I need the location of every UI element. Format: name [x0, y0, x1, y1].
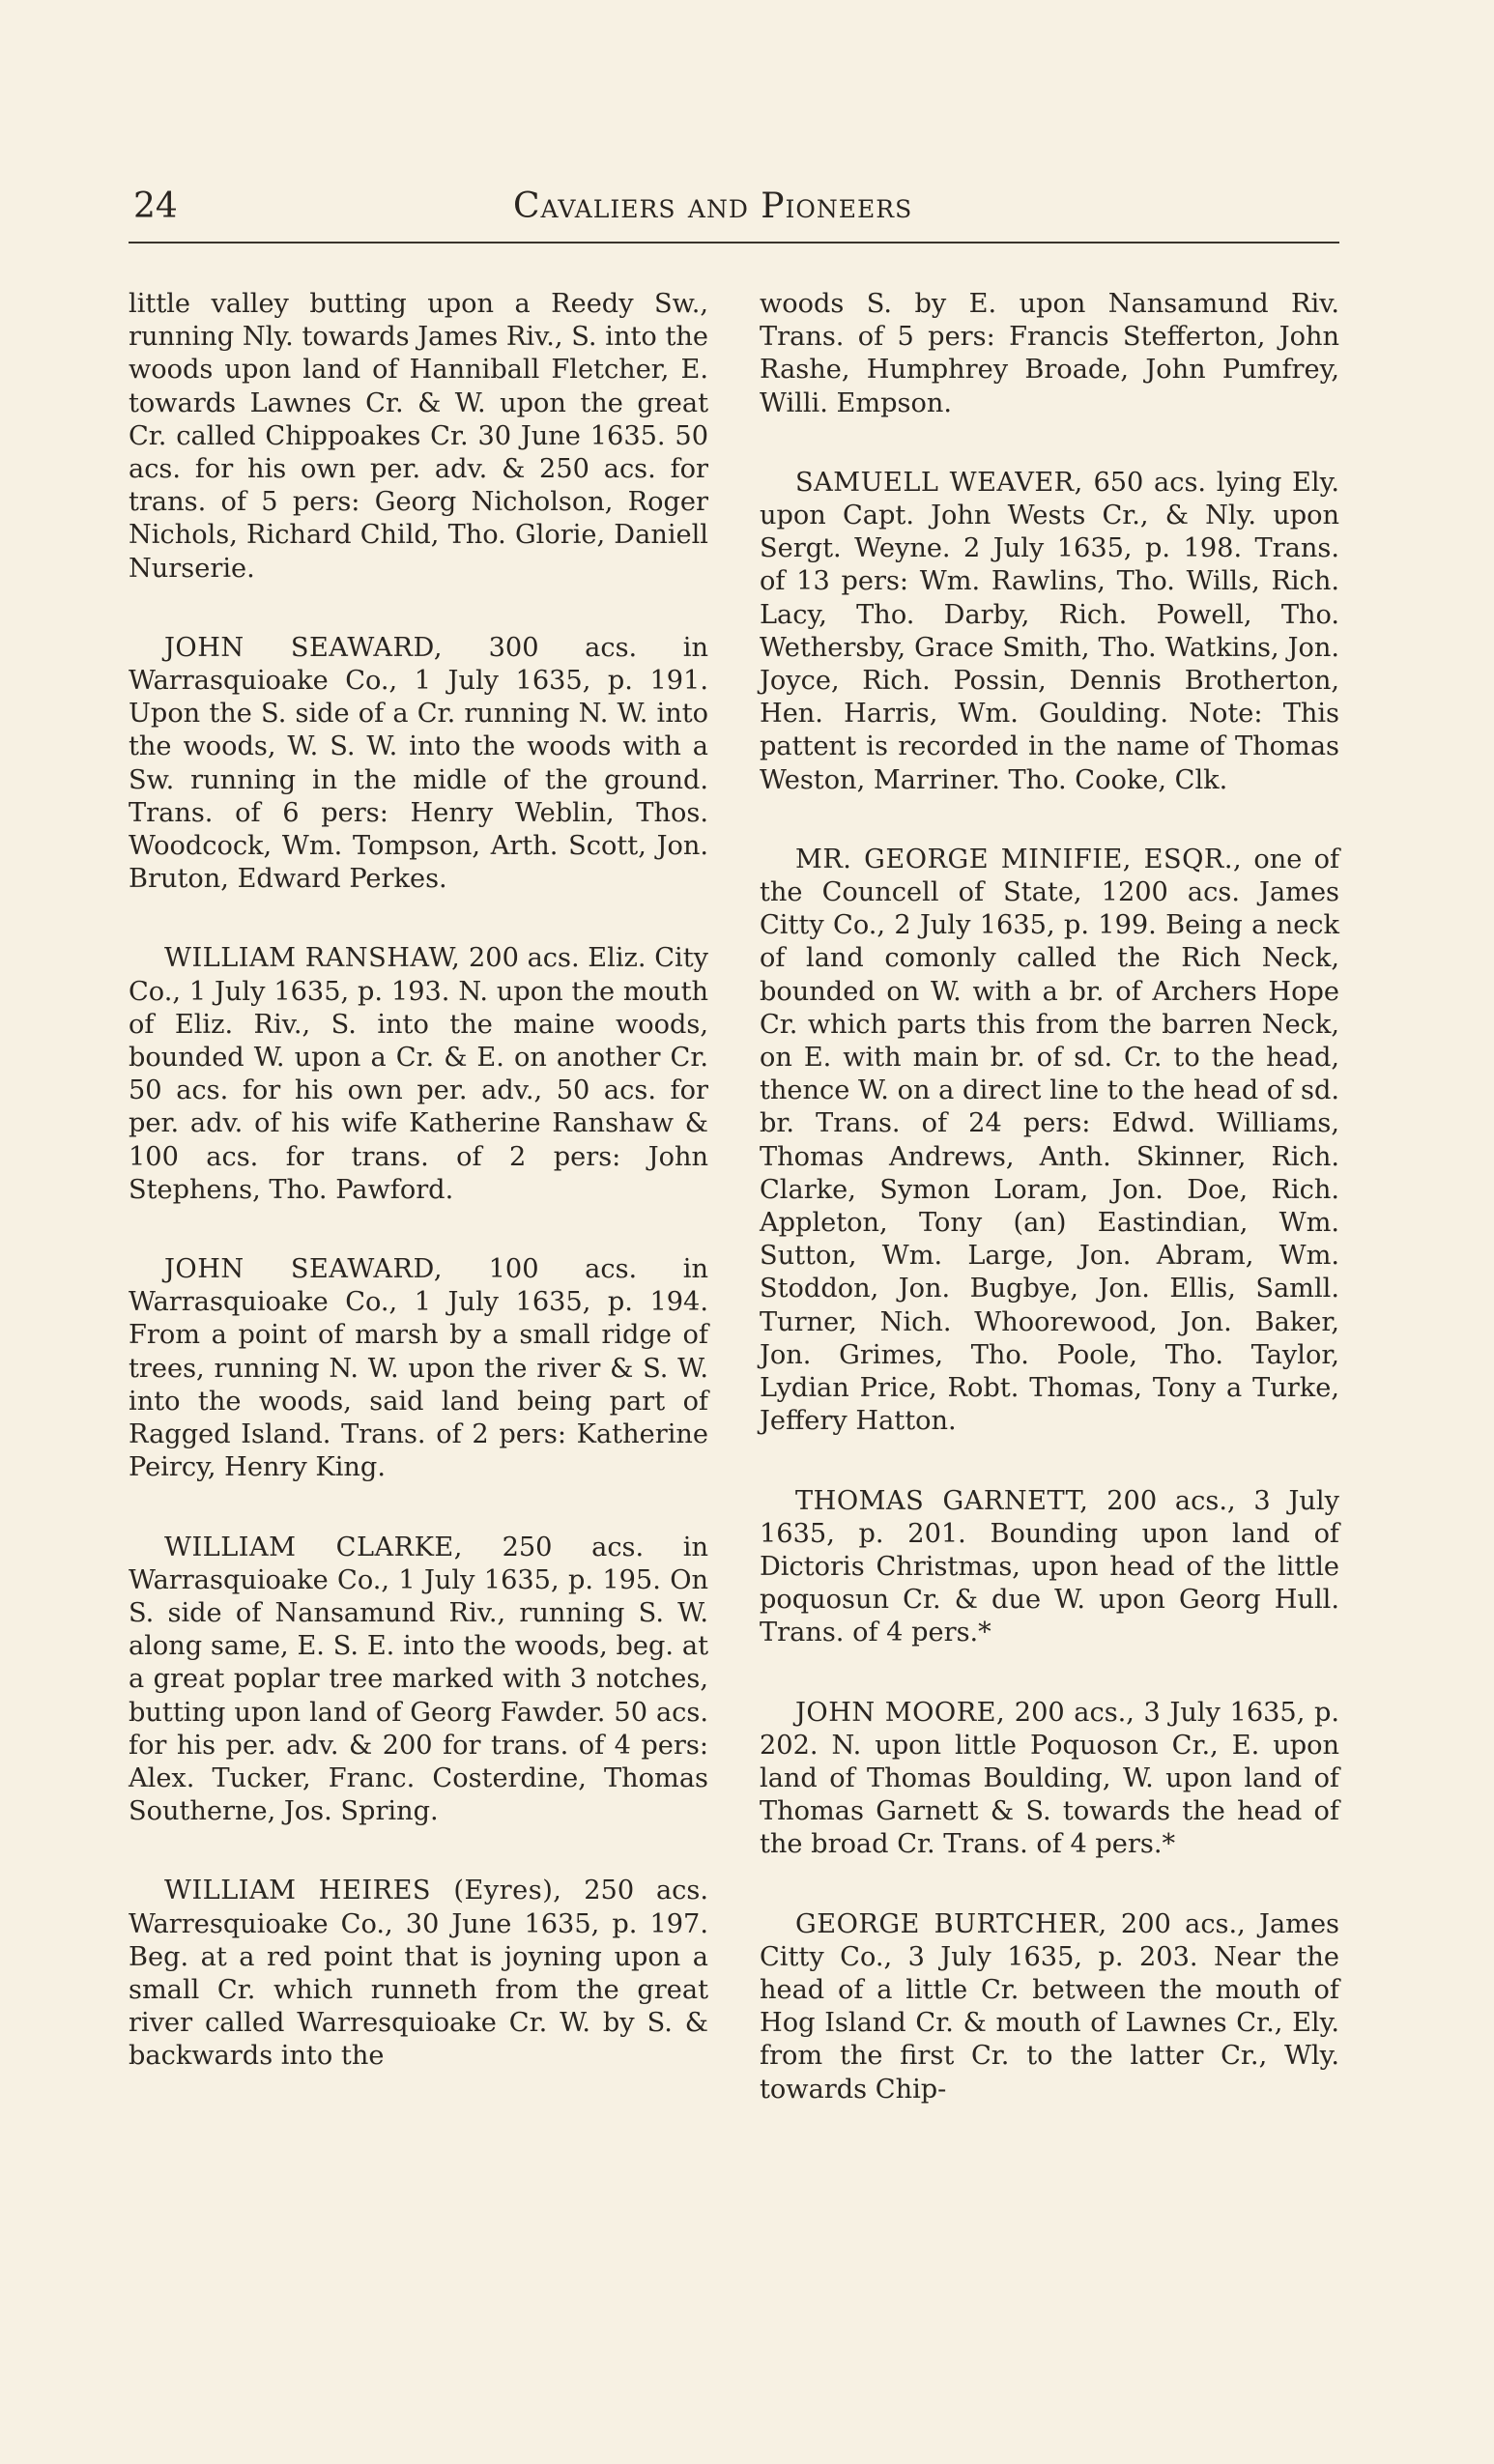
- entry-john-seaward-300: [129, 632, 708, 897]
- entry-text: one of the Councell of State, 1200 acs. James Citty Co., 2 July 1635, p. 199. Being a neck of land comonly called the Rich Neck, bounded on W. with a br. of Archers Hope Cr. which parts this from the barren Neck, on E. with main br. of sd. Cr. to the head, thence W. on a direct line to the head of sd. br. Trans. of 24 pers: Edwd. Williams, Thomas Andrews, Anth. Skinner, Rich. Clarke, Symon Loram, Jon. Doe, Rich. Appleton, Tony (an) Eastindian, Wm. Sutton, Wm. Large, Jon. Abram, Wm. Stoddon, Jon. Bugbye, Jon. Ellis, Samll. Turner, Nich. Whoorewood, Jon. Baker, Jon. Grimes, Tho. Poole, Tho. Taylor, Lydian Price, Robt. Thomas, Tony a Turke, Jeffery Hatton.: [760, 844, 1340, 1437]
- entry-text: 250 acs. Warresquioake Co., 30 June 1635, p. 197. Beg. at a red point that is joyning upon a small Cr. which runneth from the great river called Warresquioake Cr. W. by S. & backwards into the: [129, 1876, 708, 2072]
- entry-thomas-garnett: [760, 1485, 1339, 1650]
- entry-text: woods S. by E. upon Nansamund Riv. Trans. of 5 pers: Francis Stefferton, John Rashe, Humphrey Broade, John Pumfrey, Willi. Empson.: [760, 289, 1339, 418]
- entry-name: WILLIAM RANSHAW,: [164, 943, 461, 974]
- entry-name: THOMAS GARNETT,: [795, 1485, 1089, 1516]
- entry-william-heires: [129, 1875, 708, 2073]
- entry-text: 200 acs. Eliz. City Co., 1 July 1635, p. 193. N. upon the mouth of Eliz. Riv., S. into the maine woods, bounded W. upon a Cr. & E. on another Cr. 50 acs. for his own per. adv., 50 acs. for per. adv. of his wife Katherine Ranshaw & 100 acs. for trans. of 2 pers: John Stephens, Tho. Pawford.: [129, 943, 708, 1205]
- entry-george-burtcher: [760, 1908, 1339, 2106]
- entry-text: 100 acs. in Warrasquioake Co., 1 July 1635, p. 194. From a point of marsh by a small ridge of trees, running N. W. upon the river & S. W. into the woods, said land being part of Ragged Island. Trans. of 2 pers: Katherine Peircy, Henry King.: [129, 1254, 708, 1483]
- entry-continued-right: [760, 288, 1339, 420]
- entry-william-clarke: [129, 1532, 708, 1829]
- entry-name: JOHN SEAWARD,: [164, 632, 443, 663]
- right-column: [760, 288, 1339, 2153]
- entry-george-minifie: [760, 844, 1339, 1439]
- entry-text: 200 acs., James Citty Co., 3 July 1635, p. 203. Near the head of a little Cr. between the mouth of Hog Island Cr. & mouth of Lawnes Cr., Ely. from the first Cr. to the latter Cr., Wly. towards Chip-: [760, 1908, 1339, 2105]
- page-number: 24: [133, 186, 178, 226]
- entry-john-seaward-100: [129, 1253, 708, 1484]
- entry-name: WILLIAM CLARKE,: [164, 1532, 463, 1562]
- entry-name: SAMUELL WEAVER,: [795, 467, 1083, 498]
- entry-samuell-weaver: [760, 467, 1339, 797]
- entry-name: WILLIAM HEIRES (Eyres),: [164, 1876, 562, 1906]
- entry-text: 200 acs., 3 July 1635, p. 202. N. upon little Poquoson Cr., E. upon land of Thomas Boulding, W. upon land of Thomas Garnett & S. towards the head of the broad Cr. Trans. of 4 pers.*: [760, 1697, 1340, 1860]
- entry-text: 300 acs. in Warrasquioake Co., 1 July 1635, p. 191. Upon the S. side of a Cr. running N. W. into the woods, W. S. W. into the woods with a Sw. running in the midle of the ground. Trans. of 6 pers: Henry Weblin, Thos. Woodcock, Wm. Tompson, Arth. Scott, Jon. Bruton, Edward Perkes.: [129, 632, 708, 895]
- entry-name: JOHN MOORE,: [795, 1697, 1006, 1728]
- entry-name: JOHN SEAWARD,: [164, 1254, 443, 1285]
- page-header: [129, 184, 1339, 244]
- entry-text: little valley butting upon a Reedy Sw., running Nly. towards James Riv., S. into the woods upon land of Hanniball Fletcher, E. towards Lawnes Cr. & W. upon the great Cr. called Chippoakes Cr. 30 June 1635. 50 acs. for his own per. adv. & 250 acs. for trans. of 5 pers: Georg Nicholson, Roger Nichols, Richard Child, Tho. Glorie, Daniell Nurserie.: [129, 289, 708, 584]
- entry-john-moore: [760, 1697, 1339, 1862]
- entry-name: MR. GEORGE MINIFIE, ESQR.,: [795, 844, 1243, 874]
- entry-name: GEORGE BURTCHER,: [795, 1908, 1107, 1939]
- entry-william-ranshaw: [129, 942, 708, 1207]
- entry-text: 650 acs. lying Ely. upon Capt. John Wests Cr., & Nly. upon Sergt. Weyne. 2 July 1635, p. 198. Trans. of 13 pers: Wm. Rawlins, Tho. Wills, Rich. Lacy, Tho. Darby, Rich. Powell, Tho. Wethersby, Grace Smith, Tho. Watkins, Jon. Joyce, Rich. Possin, Dennis Brotherton, Hen. Harris, Wm. Goulding. Note: This pattent is recorded in the name of Thomas Weston, Marriner. Tho. Cooke, Clk.: [760, 467, 1339, 795]
- left-column: [129, 288, 708, 2120]
- running-title: Cavaliers and Pioneers: [513, 186, 913, 226]
- entry-text: 250 acs. in Warrasquioake Co., 1 July 1635, p. 195. On S. side of Nansamund Riv., running S. W. along same, E. S. E. into the woods, beg. at a great poplar tree marked with 3 notches, butting upon land of Georg Fawder. 50 acs. for his per. adv. & 200 for trans. of 4 pers: Alex. Tucker, Franc. Costerdine, Thomas Southerne, Jos. Spring.: [129, 1532, 708, 1827]
- entry-text: 200 acs., 3 July 1635, p. 201. Bounding upon land of Dictoris Christmas, upon head of the little poquosun Cr. & due W. upon Georg Hull. Trans. of 4 pers.*: [760, 1485, 1339, 1648]
- entry-continued-left: [129, 288, 708, 586]
